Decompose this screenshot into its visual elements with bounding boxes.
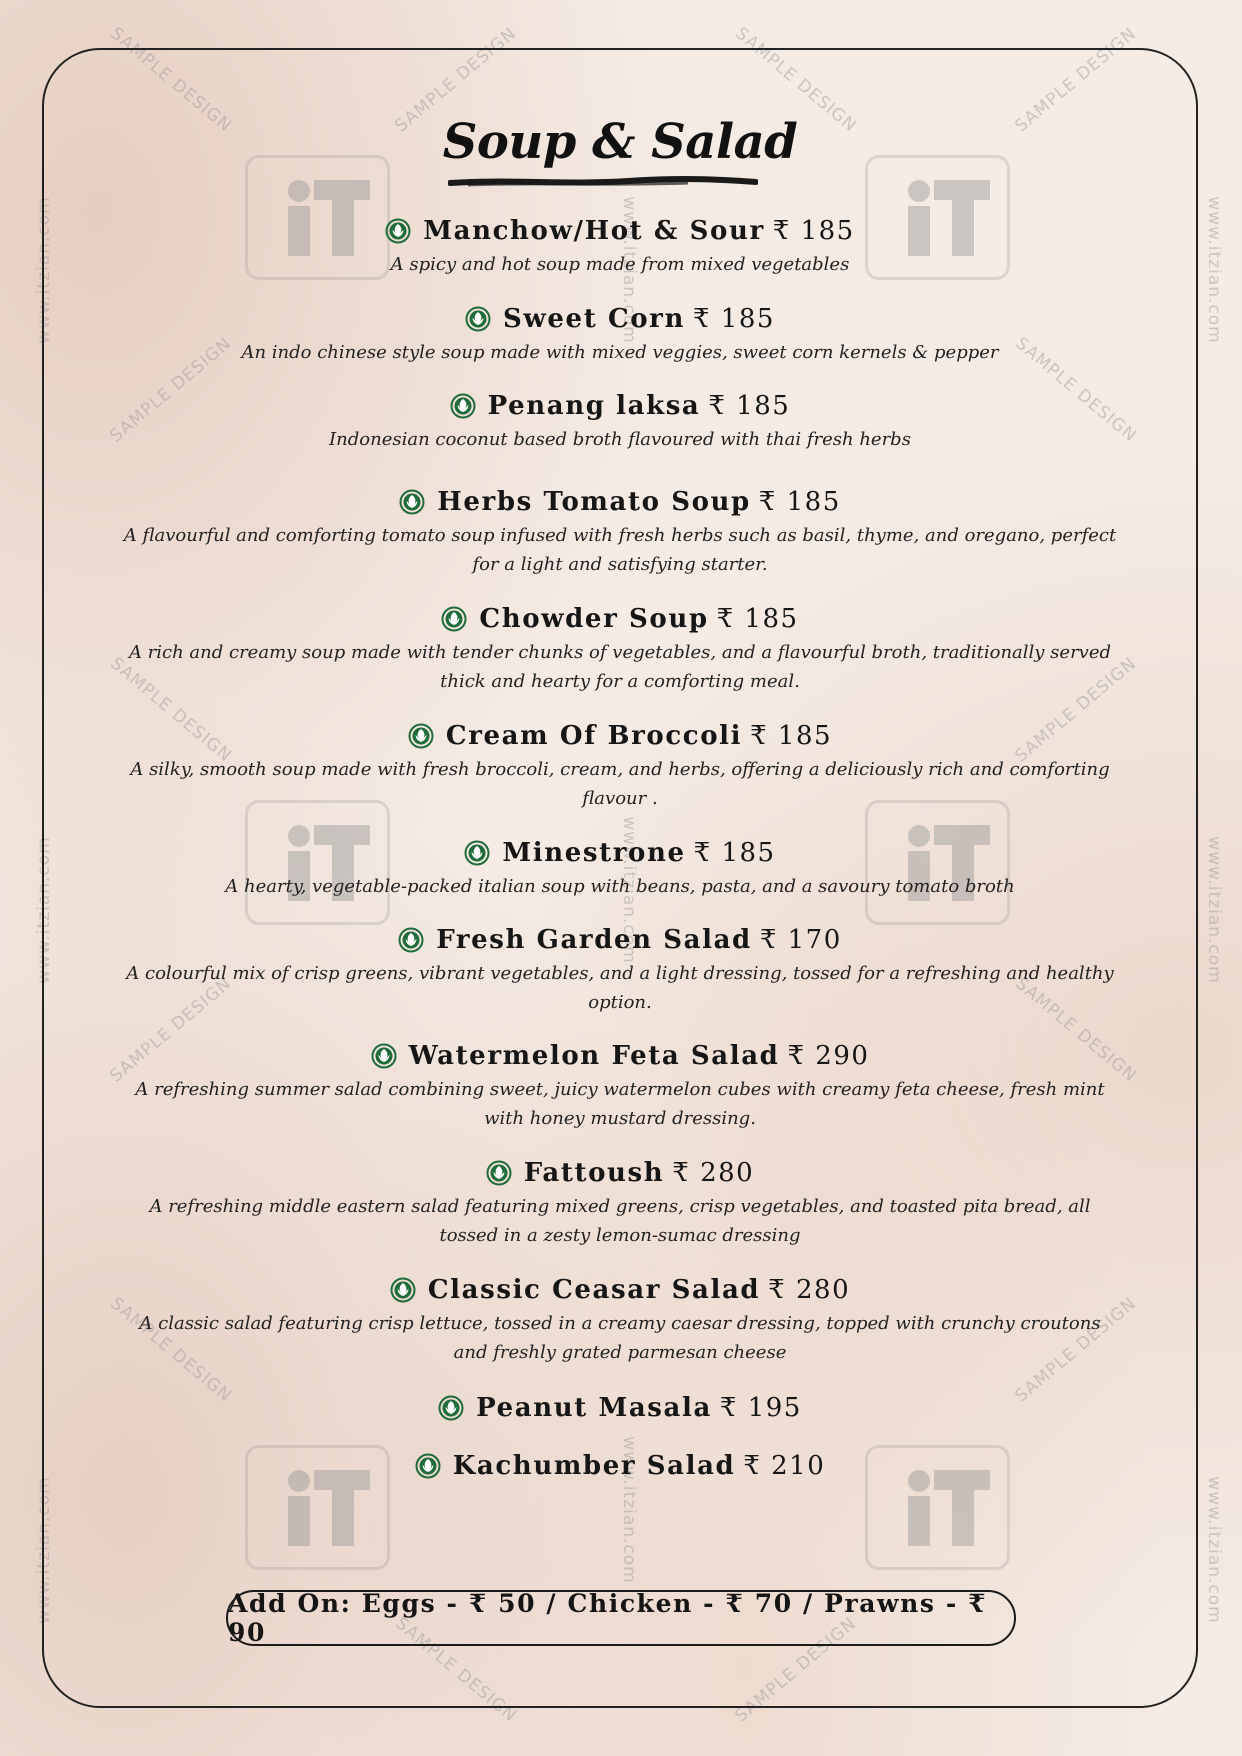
menu-item-description: A flavourful and comforting tomato soup infused with fresh herbs such as basil, thyme, and oregano, perfect for a light and satisfying starter. <box>123 525 1117 575</box>
menu-item-price: ₹ 280 <box>672 1158 755 1188</box>
menu-item-description: An indo chinese style soup made with mixed veggies, sweet corn kernels & pepper <box>241 342 999 363</box>
menu-item <box>42 604 1198 696</box>
menu-item <box>42 304 1198 367</box>
menu-item <box>42 1393 1198 1423</box>
menu-item-name: Peanut Masala <box>476 1393 712 1423</box>
menu-item-heading <box>42 304 1198 334</box>
menu-item-name: Penang laksa <box>487 391 701 421</box>
menu-item-heading <box>42 216 1198 246</box>
veg-leaf-icon <box>486 1160 512 1186</box>
menu-item-price: ₹ 210 <box>743 1451 826 1481</box>
menu-item <box>42 1275 1198 1367</box>
menu-item-price: ₹ 170 <box>759 925 842 955</box>
menu-item-heading <box>42 1393 1198 1423</box>
menu-item-description: A silky, smooth soup made with fresh broccoli, cream, and herbs, offering a deliciously rich and comforting flavour . <box>130 759 1110 809</box>
menu-item-description: Indonesian coconut based broth flavoured with thai fresh herbs <box>329 429 911 450</box>
menu-item-description: A refreshing middle eastern salad featuring mixed greens, crisp vegetables, and toasted pita bread, all tossed in a zesty lemon-sumac dressing <box>149 1196 1091 1246</box>
menu-item-heading <box>42 604 1198 634</box>
watermark-text: SAMPLE DESIGN <box>731 1613 861 1727</box>
menu-item-description: A colourful mix of crisp greens, vibrant vegetables, and a light dressing, tossed for a refreshing and healthy option. <box>126 963 1114 1013</box>
veg-leaf-icon <box>390 1277 416 1303</box>
veg-leaf-icon <box>465 306 491 332</box>
menu-item-price: ₹ 185 <box>758 487 841 517</box>
menu-item-price: ₹ 280 <box>768 1275 851 1305</box>
watermark-site: www.itzian.com <box>1203 1476 1224 1624</box>
watermark-text: SAMPLE DESIGN <box>1011 333 1141 447</box>
watermark-text: SAMPLE DESIGN <box>391 23 521 137</box>
menu-item-name: Classic Ceasar Salad <box>427 1275 761 1305</box>
menu-item-description: A classic salad featuring crisp lettuce, tossed in a creamy caesar dressing, topped with crunchy croutons and freshly grated parmesan cheese <box>139 1313 1101 1363</box>
menu-item-price: ₹ 185 <box>708 391 791 421</box>
watermark-text: SAMPLE DESIGN <box>731 23 861 137</box>
menu-item <box>42 925 1198 1017</box>
veg-leaf-icon <box>441 606 467 632</box>
watermark-text: SAMPLE DESIGN <box>106 333 236 447</box>
watermark-site: www.itzian.com <box>618 816 639 964</box>
menu-item-name: Herbs Tomato Soup <box>437 487 751 517</box>
menu-item-price: ₹ 185 <box>772 216 855 246</box>
addon-banner: Add On: Eggs - ₹ 50 / Chicken - ₹ 70 / Prawns - ₹ 90 <box>226 1590 1016 1646</box>
veg-leaf-icon <box>415 1453 441 1479</box>
menu-item-heading <box>42 391 1198 421</box>
veg-leaf-icon <box>399 489 425 515</box>
watermark-site: www.itzian.com <box>618 196 639 344</box>
menu-item-heading <box>42 487 1198 517</box>
veg-leaf-icon <box>398 927 424 953</box>
watermark-site: www.itzian.com <box>1203 196 1224 344</box>
watermark-site: www.itzian.com <box>1203 836 1224 984</box>
menu-item-name: Fattoush <box>523 1158 665 1188</box>
menu-item-heading <box>42 1275 1198 1305</box>
menu-item-price: ₹ 185 <box>693 838 776 868</box>
menu-item-heading <box>42 721 1198 751</box>
menu-item-name: Watermelon Feta Salad <box>408 1041 780 1071</box>
menu-item-name: Kachumber Salad <box>452 1451 736 1481</box>
veg-leaf-icon <box>385 218 411 244</box>
menu-item-name: Fresh Garden Salad <box>436 925 752 955</box>
menu-item <box>42 487 1198 579</box>
menu-item-description: A spicy and hot soup made from mixed vegetables <box>390 254 850 275</box>
watermark-site: www.itzian.com <box>33 196 54 344</box>
watermark-text: SAMPLE DESIGN <box>1011 1293 1141 1407</box>
menu-item-price: ₹ 290 <box>787 1041 870 1071</box>
menu-item-heading <box>42 1158 1198 1188</box>
watermark-text: SAMPLE DESIGN <box>1011 973 1141 1087</box>
watermark-text: SAMPLE DESIGN <box>1011 653 1141 767</box>
watermark-text: SAMPLE DESIGN <box>391 1613 521 1727</box>
menu-item-name: Cream Of Broccoli <box>445 721 743 751</box>
menu-item-heading <box>42 1451 1198 1481</box>
menu-item-heading <box>42 925 1198 955</box>
menu-item-description: A rich and creamy soup made with tender chunks of vegetables, and a flavourful broth, traditionally served thick and hearty for a comforting meal. <box>128 642 1112 692</box>
menu-item <box>42 216 1198 279</box>
menu-item <box>42 1041 1198 1133</box>
menu-item-price: ₹ 185 <box>693 304 775 334</box>
menu-item <box>42 838 1198 901</box>
menu-item <box>42 391 1198 454</box>
veg-leaf-icon <box>408 723 434 749</box>
menu-item-heading <box>42 838 1198 868</box>
menu-item-price: ₹ 195 <box>719 1393 802 1423</box>
watermark-text: SAMPLE DESIGN <box>106 653 236 767</box>
watermark-text: SAMPLE DESIGN <box>1011 23 1141 137</box>
menu-item-description: A hearty, vegetable-packed italian soup with beans, pasta, and a savoury tomato broth <box>225 876 1015 897</box>
menu-item-name: Chowder Soup <box>479 604 709 634</box>
watermark-text: SAMPLE DESIGN <box>106 973 236 1087</box>
title-brush-underline <box>448 176 758 188</box>
watermark-site: www.itzian.com <box>33 836 54 984</box>
watermark-text: SAMPLE DESIGN <box>106 23 236 137</box>
menu-item-name: Sweet Corn <box>503 304 685 334</box>
menu-item <box>42 721 1198 813</box>
veg-leaf-icon <box>371 1043 397 1069</box>
menu-item-description: A refreshing summer salad combining sweet, juicy watermelon cubes with creamy feta cheese, fresh mint with honey mustard dressing. <box>135 1079 1105 1129</box>
menu-item <box>42 1158 1198 1250</box>
menu-item-name: Minestrone <box>502 838 686 868</box>
menu-item-price: ₹ 185 <box>750 721 833 751</box>
watermark-text: SAMPLE DESIGN <box>106 1293 236 1407</box>
menu-item <box>42 1451 1198 1481</box>
menu-item-name: Manchow/Hot & Sour <box>423 216 765 246</box>
menu-item-price: ₹ 185 <box>716 604 799 634</box>
veg-leaf-icon <box>450 393 476 419</box>
veg-leaf-icon <box>438 1395 464 1421</box>
menu-title: Soup & Salad <box>442 114 798 170</box>
watermark-site: www.itzian.com <box>618 1436 639 1584</box>
menu-item-heading <box>42 1041 1198 1071</box>
watermark-site: www.itzian.com <box>33 1476 54 1624</box>
veg-leaf-icon <box>464 840 490 866</box>
